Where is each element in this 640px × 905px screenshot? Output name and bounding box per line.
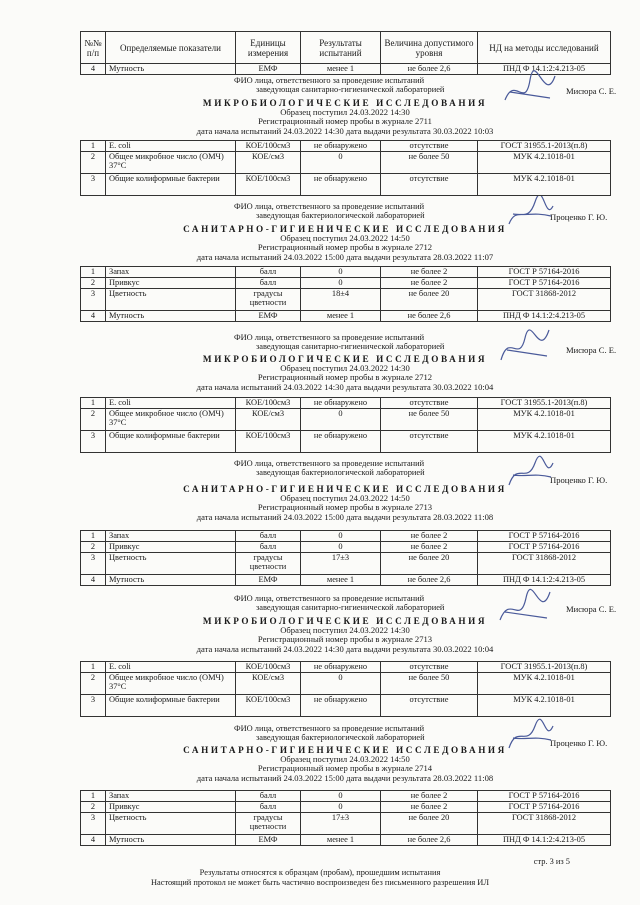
signer-name: Мисюра С. Е. [566,604,617,614]
results-table [80,530,611,586]
section-header: САНИТАРНО-ГИГИЕНИЧЕСКИЕ ИССЛЕДОВАНИЯ Образец поступил 24.03.2022 14:50 Регистрационный номер пробы в журнале 2712 дата начала испытаний 24.03.2022 15:00 дата выдачи результата 28.03.2022 11:07 [183,224,507,262]
signer-name: Мисюра С. Е. [566,345,617,355]
col-limit-header: Величина допустимого уровня [381,32,478,64]
header-table [80,31,611,75]
table-row: 3 Цветность градусы цветности 18±4 не более 20 ГОСТ 31868-2012 [81,289,611,311]
responsible-block: ФИО лица, ответственного за проведение испытаний заведующая бактериологической лабораторией [234,202,425,221]
table-row: 2 Общее микробное число (ОМЧ) 37°С КОЕ/см3 0 не более 50 МУК 4.2.1018-01 [81,152,611,174]
table-row: 4 Мутность ЕМФ менее 1 не более 2,6 ПНД Ф 14.1:2:4.213-05 [81,311,611,322]
signer-name: Мисюра С. Е. [566,86,617,96]
table-row: 2 Привкус балл 0 не более 2 ГОСТ Р 57164-2016 [81,542,611,553]
section-header: МИКРОБИОЛОГИЧЕСКИЕ ИССЛЕДОВАНИЯ Образец поступил 24.03.2022 14:30 Регистрационный номер пробы в журнале 2713 дата начала испытаний 24.03.2022 14:30 дата выдачи результата 30.03.2022 10:04 [196,616,494,654]
table-row: 1 Запах балл 0 не более 2 ГОСТ Р 57164-2016 [81,267,611,278]
signer-name: Проценко Г. Ю. [550,475,608,485]
results-table [80,140,611,196]
col-number-header: №№ п/п [81,32,106,64]
table-row: 4 Мутность ЕМФ менее 1 не более 2,6 ПНД Ф 14.1:2:4.213-05 [81,64,611,75]
section-header: САНИТАРНО-ГИГИЕНИЧЕСКИЕ ИССЛЕДОВАНИЯ Образец поступил 24.03.2022 14:50 Регистрационный номер пробы в журнале 2713 дата начала испытаний 24.03.2022 15:00 дата выдачи результата 28.03.2022 11:08 [183,484,507,522]
section-header: МИКРОБИОЛОГИЧЕСКИЕ ИССЛЕДОВАНИЯ Образец поступил 24.03.2022 14:30 Регистрационный номер пробы в журнале 2712 дата начала испытаний 24.03.2022 14:30 дата выдачи результата 30.03.2022 10:04 [196,354,494,392]
table-row: 3 Общие колиформные бактерии КОЕ/100см3 не обнаружено отсутствие МУК 4.2.1018-01 [81,431,611,453]
table-row: 3 Цветность градусы цветности 17±3 не более 20 ГОСТ 31868-2012 [81,553,611,575]
table-row: 2 Общее микробное число (ОМЧ) 37°С КОЕ/см3 0 не более 50 МУК 4.2.1018-01 [81,409,611,431]
responsible-block: ФИО лица, ответственного за проведение испытаний заведующая санитарно-гигиенической лабораторией [234,76,445,95]
responsible-block: ФИО лица, ответственного за проведение испытаний заведующая бактериологической лабораторией [234,724,425,743]
table-row: 1 E. coli КОЕ/100см3 не обнаружено отсутствие ГОСТ 31955.1-2013(п.8) [81,141,611,152]
responsible-block: ФИО лица, ответственного за проведение испытаний заведующая санитарно-гигиенической лабораторией [234,333,445,352]
signer-name: Проценко Г. Ю. [550,212,608,222]
table-row: 2 Общее микробное число (ОМЧ) 37°С КОЕ/см3 0 не более 50 МУК 4.2.1018-01 [81,673,611,695]
signer-name: Проценко Г. Ю. [550,738,608,748]
table-row: 2 Привкус балл 0 не более 2 ГОСТ Р 57164-2016 [81,278,611,289]
col-method-header: НД на методы исследований [478,32,611,64]
table-row: 2 Привкус балл 0 не более 2 ГОСТ Р 57164-2016 [81,802,611,813]
col-indicator-header: Определяемые показатели [106,32,236,64]
section-header: САНИТАРНО-ГИГИЕНИЧЕСКИЕ ИССЛЕДОВАНИЯ Образец поступил 24.03.2022 14:50 Регистрационный номер пробы в журнале 2714 дата начала испытаний 24.03.2022 15:00 дата выдачи результата 28.03.2022 11:08 [183,745,507,783]
footer-note: Результаты относятся к образцам (пробам), прошедшим испытания Настоящий протокол не может быть частично воспроизведен без письменного разрешения ИЛ [150,868,490,887]
table-row: 1 Запах балл 0 не более 2 ГОСТ Р 57164-2016 [81,791,611,802]
table-row: 4 Мутность ЕМФ менее 1 не более 2,6 ПНД Ф 14.1:2:4.213-05 [81,575,611,586]
table-row: 3 Общие колиформные бактерии КОЕ/100см3 не обнаружено отсутствие МУК 4.2.1018-01 [81,174,611,196]
table-row: 1 Запах балл 0 не более 2 ГОСТ Р 57164-2016 [81,531,611,542]
section-header: МИКРОБИОЛОГИЧЕСКИЕ ИССЛЕДОВАНИЯ Образец поступил 24.03.2022 14:30 Регистрационный номер пробы в журнале 2711 дата начала испытаний 24.03.2022 14:30 дата выдачи результата 30.03.2022 10:03 [196,98,494,136]
results-table [80,397,611,453]
responsible-block: ФИО лица, ответственного за проведение испытаний заведующая санитарно-гигиенической лабораторией [234,594,445,613]
signature-scribble-icon [505,455,555,489]
table-row: 1 E. coli КОЕ/100см3 не обнаружено отсутствие ГОСТ 31955.1-2013(п.8) [81,398,611,409]
page-number: стр. 3 из 5 [533,857,570,866]
table-row: 3 Общие колиформные бактерии КОЕ/100см3 не обнаружено отсутствие МУК 4.2.1018-01 [81,695,611,717]
results-table [80,266,611,322]
results-table [80,790,611,846]
col-units-header: Единицы измерения [236,32,301,64]
table-row: 3 Цветность градусы цветности 17±3 не более 20 ГОСТ 31868-2012 [81,813,611,835]
col-results-header: Результаты испытаний [301,32,381,64]
table-row: 4 Мутность ЕМФ менее 1 не более 2,6 ПНД Ф 14.1:2:4.213-05 [81,835,611,846]
results-table [80,661,611,717]
responsible-block: ФИО лица, ответственного за проведение испытаний заведующая бактериологической лабораторией [234,459,425,478]
table-row: 1 E. coli КОЕ/100см3 не обнаружено отсутствие ГОСТ 31955.1-2013(п.8) [81,662,611,673]
